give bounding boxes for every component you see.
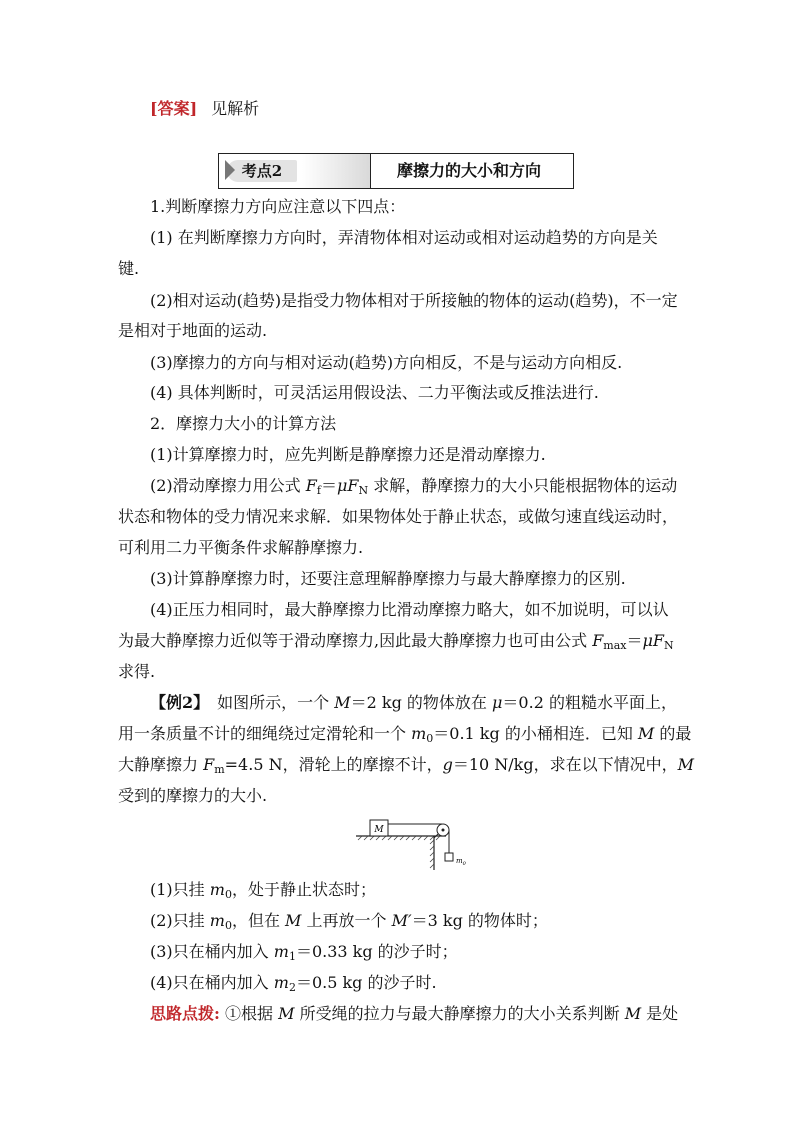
topic-tag-label: 考点2 <box>227 160 297 182</box>
symbol-subscript: 2 <box>288 981 296 994</box>
triangle-icon <box>225 160 235 180</box>
section2-p4-line2 <box>118 631 678 656</box>
symbol-subscript: 0 <box>224 888 232 901</box>
text-span: 为最大静摩擦力近似等于滑动摩擦力,因此最大静摩擦力也可由公式 <box>118 631 593 650</box>
formula-symbol: F <box>347 476 359 495</box>
text-span: (2)滑动摩擦力用公式 <box>150 476 306 495</box>
section1-p4: (4) 具体判断时，可灵活运用假设法、二力平衡法或反推法进行. <box>150 383 599 402</box>
bucket-label-m: m <box>456 857 463 865</box>
formula-subscript: N <box>358 484 369 497</box>
text-span: (4)只在桶内加入 <box>150 973 274 992</box>
formula-symbol: F <box>652 631 665 650</box>
formula-symbol: μ <box>642 631 653 650</box>
bucket <box>445 853 453 861</box>
bucket-label-sub: 0 <box>462 861 466 867</box>
symbol-M: M <box>278 1004 295 1023</box>
symbol-Fm: F <box>203 755 215 774</box>
hint-line <box>150 1004 710 1024</box>
formula-equals: ＝ <box>626 631 643 650</box>
symbol-M: M <box>637 724 655 743</box>
text-span: =4.5 N，滑轮上的摩擦不计， <box>224 755 443 774</box>
text-span: ，但在 <box>231 911 286 930</box>
formula-subscript: N <box>664 639 674 652</box>
symbol-subscript: m <box>214 763 225 776</box>
section1-p3: (3)摩擦力的方向与相对运动(趋势)方向相反，不是与运动方向相反. <box>150 353 623 372</box>
topic-header <box>218 153 574 189</box>
symbol-m1: m <box>273 942 289 961</box>
pulley-figure <box>354 812 474 870</box>
symbol-subscript: 0 <box>426 732 434 745</box>
symbol-M: M <box>334 693 351 712</box>
symbol-m2: m <box>273 973 289 992</box>
text-span: ＝0.33 kg 的沙子时； <box>295 942 458 961</box>
example-label: 【例2】 <box>150 693 202 712</box>
formula-equals: ＝ <box>320 476 337 495</box>
text-span: ①根据 <box>219 1004 279 1023</box>
topic-tag <box>219 154 371 188</box>
symbol-mu: μ <box>492 693 503 712</box>
text-span: ＝0.2 的粗糙水平面上， <box>502 693 677 712</box>
edge-hatching <box>430 840 434 868</box>
symbol-M: M <box>285 911 302 930</box>
formula-subscript: max <box>603 639 627 652</box>
example-line2 <box>118 724 692 749</box>
example-line3 <box>118 755 695 780</box>
text-span: ＝0.5 kg 的沙子时. <box>295 973 437 992</box>
text-span: (1)只挂 <box>150 880 210 899</box>
example-line4: 受到的摩擦力的大小. <box>118 786 268 805</box>
symbol-M: M <box>624 1004 642 1023</box>
symbol-m0: m <box>411 724 427 743</box>
text-span: ＝0.1 kg 的小桶相连．已知 <box>433 724 638 743</box>
section1-p1-line1: (1) 在判断摩擦力方向时，弄清物体相对运动或相对运动趋势的方向是关 <box>150 228 658 247</box>
example-line1 <box>150 693 710 713</box>
text-span: ，处于静止状态时； <box>231 880 376 899</box>
text-span: 所受绳的拉力与最大静摩擦力的大小关系判断 <box>294 1004 625 1023</box>
pulley-axle <box>442 829 445 832</box>
section2-p4-line3: 求得. <box>118 662 156 681</box>
section2-p3: (3)计算静摩擦力时，还要注意理解静摩擦力与最大静摩擦力的区别. <box>150 569 626 588</box>
text-span: (3)只在桶内加入 <box>150 942 274 961</box>
text-span: 的最 <box>654 724 692 743</box>
symbol-subscript: 0 <box>224 919 232 932</box>
hint-label: 思路点拨: <box>150 1004 220 1023</box>
formula-subscript: f <box>316 484 321 497</box>
question-3 <box>150 942 710 967</box>
symbol-g: g <box>442 755 453 774</box>
formula-symbol: F <box>305 476 317 495</box>
section2-p4-line1: (4)正压力相同时，最大静摩擦力比滑动摩擦力略大，如不加说明，可以认 <box>150 600 669 619</box>
text-span: ＝2 kg 的物体放在 <box>350 693 493 712</box>
answer-line <box>150 96 259 119</box>
formula-symbol: F <box>592 631 604 650</box>
section1-p2-line1: (2)相对运动(趋势)是指受力物体相对于所接触的物体的运动(趋势)，不一定 <box>150 291 678 310</box>
text-span: 求解，静摩擦力的大小只能根据物体的运动 <box>368 476 678 495</box>
text-span: 上再放一个 <box>301 911 392 930</box>
question-4 <box>150 973 710 998</box>
symbol-subscript: 1 <box>288 950 296 963</box>
symbol-m0: m <box>209 880 225 899</box>
formula-symbol: μ <box>336 476 348 495</box>
section1-p2-line2: 是相对于地面的运动. <box>118 321 268 340</box>
text-span: ＝3 kg 的物体时； <box>411 911 548 930</box>
symbol-m0: m <box>209 911 225 930</box>
text-span: 大静摩擦力 <box>118 755 204 774</box>
text-span: ＝10 N/kg，求在以下情况中， <box>452 755 678 774</box>
symbol-M: M <box>677 755 695 774</box>
bucket-label <box>456 857 467 867</box>
section2-p2-line3: 可利用二力平衡条件求解静摩擦力. <box>118 538 364 557</box>
text-span: 是处 <box>641 1004 679 1023</box>
text-span: 如图所示，一个 <box>201 693 335 712</box>
block-M-label: M <box>374 825 384 835</box>
question-1 <box>150 880 710 905</box>
symbol-M-prime: M′ <box>391 911 412 930</box>
answer-text: 见解析 <box>211 99 260 118</box>
section2-p2-line1 <box>150 476 710 501</box>
answer-label: [答案] <box>150 99 198 118</box>
text-span: 用一条质量不计的细绳绕过定滑轮和一个 <box>118 724 412 743</box>
section2-p2-line2: 状态和物体的受力情况来求解．如果物体处于静止状态，或做匀速直线运动时， <box>118 507 679 526</box>
section2-heading: 2．摩擦力大小的计算方法 <box>150 414 337 433</box>
text-span: (2)只挂 <box>150 911 210 930</box>
section2-p1: (1)计算摩擦力时，应先判断是静摩擦力还是滑动摩擦力. <box>150 445 546 464</box>
topic-title: 摩擦力的大小和方向 <box>397 161 542 180</box>
section1-p1-line2: 键. <box>118 259 140 278</box>
section1-heading: 1.判断摩擦力方向应注意以下四点： <box>150 197 406 216</box>
question-2 <box>150 911 710 936</box>
